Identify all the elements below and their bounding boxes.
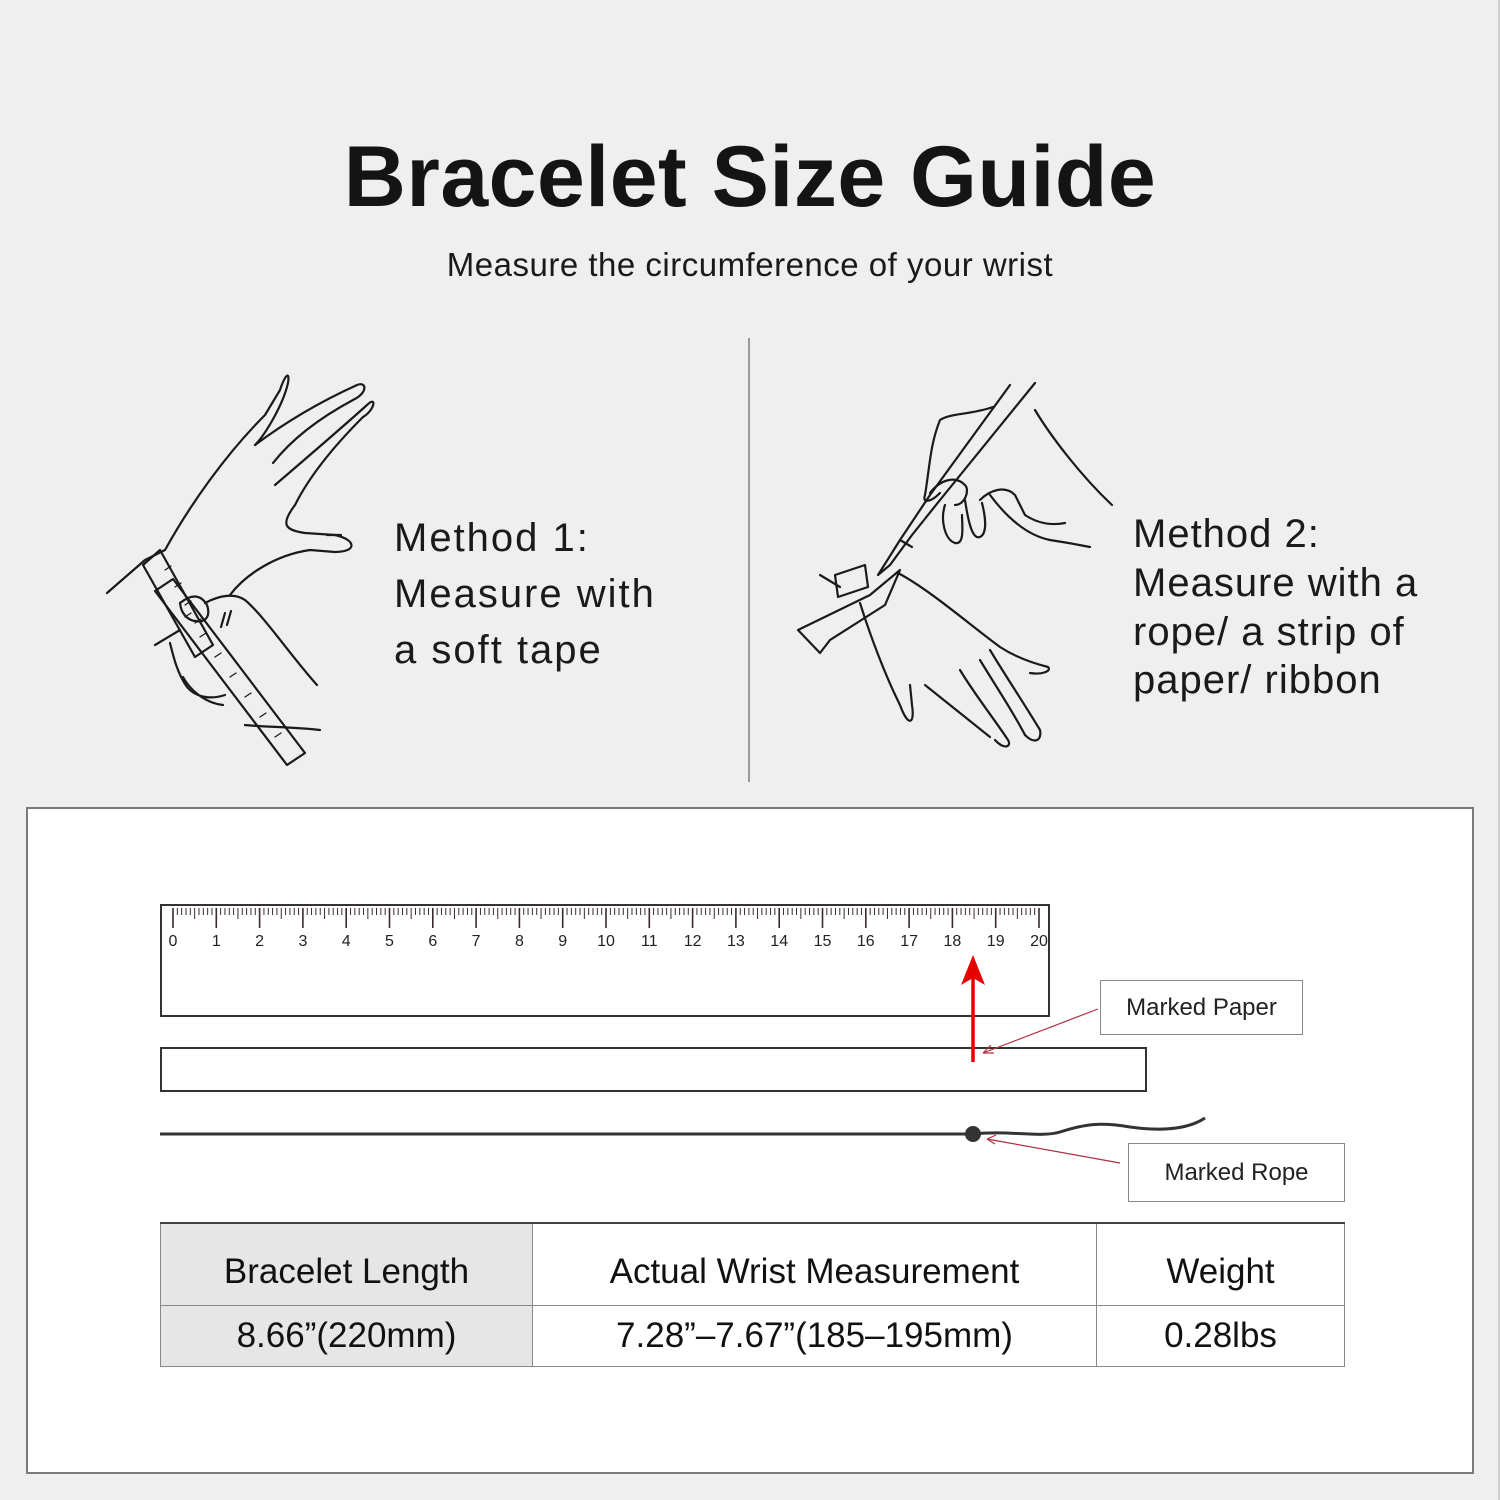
method-1-line-2: Measure with xyxy=(394,572,656,616)
method-divider xyxy=(748,338,750,782)
ruler-label: 11 xyxy=(640,933,658,950)
ruler-label: 16 xyxy=(856,933,875,950)
ruler-label: 15 xyxy=(813,933,832,950)
cell-weight: 0.28lbs xyxy=(1097,1305,1345,1366)
marked-rope-callout: Marked Rope xyxy=(1128,1143,1345,1202)
method-2-line-4: paper/ ribbon xyxy=(1133,658,1382,703)
ruler-label: 20 xyxy=(1030,933,1048,950)
marked-paper-callout: Marked Paper xyxy=(1100,980,1303,1035)
table-row xyxy=(161,1305,1345,1366)
page-subtitle: Measure the circumference of your wrist xyxy=(446,246,1054,283)
ruler-label: 3 xyxy=(298,933,308,950)
ruler-label: 7 xyxy=(471,933,481,950)
method-1-text xyxy=(394,510,656,678)
ruler-label: 6 xyxy=(428,933,438,950)
ruler-label: 9 xyxy=(558,933,568,950)
ruler-label: 18 xyxy=(943,933,962,950)
cell-wrist-measurement: 7.28”–7.67”(185–195mm) xyxy=(533,1305,1097,1366)
ruler-label: 4 xyxy=(341,933,351,950)
cell-bracelet-length: 8.66”(220mm) xyxy=(161,1305,533,1366)
ruler-label: 0 xyxy=(168,933,178,950)
ruler-label: 1 xyxy=(211,933,221,950)
ruler-label: 14 xyxy=(770,933,789,950)
method-2-line-2: Measure with a xyxy=(1133,560,1419,605)
header-weight: Weight xyxy=(1097,1223,1345,1305)
method-2-title: Method 2: xyxy=(1133,512,1320,556)
method-1-line-3: a soft tape xyxy=(394,628,603,672)
size-table xyxy=(160,1222,1345,1367)
ruler-label: 19 xyxy=(986,933,1005,950)
size-table-header-row xyxy=(161,1223,1345,1305)
page-title: Bracelet Size Guide xyxy=(343,129,1157,225)
hand-soft-tape-icon xyxy=(95,355,395,785)
method-1-title: Method 1: xyxy=(394,516,590,560)
header-bracelet-length: Bracelet Length xyxy=(161,1223,533,1305)
marked-paper-strip xyxy=(160,1047,1147,1092)
ruler-label: 10 xyxy=(597,933,615,950)
ruler-label: 2 xyxy=(255,933,265,950)
ruler-label: 5 xyxy=(385,933,394,950)
header-wrist-measurement: Actual Wrist Measurement xyxy=(533,1223,1097,1305)
ruler-label: 12 xyxy=(683,933,702,950)
ruler-label: 17 xyxy=(900,933,918,950)
ruler-label: 13 xyxy=(726,933,745,950)
ruler-label: 8 xyxy=(514,933,524,950)
ruler xyxy=(160,904,1050,1017)
hand-pen-marking-strip-icon xyxy=(790,375,1130,755)
method-2-line-3: rope/ a strip of xyxy=(1133,609,1405,654)
method-2-text xyxy=(1133,510,1418,705)
